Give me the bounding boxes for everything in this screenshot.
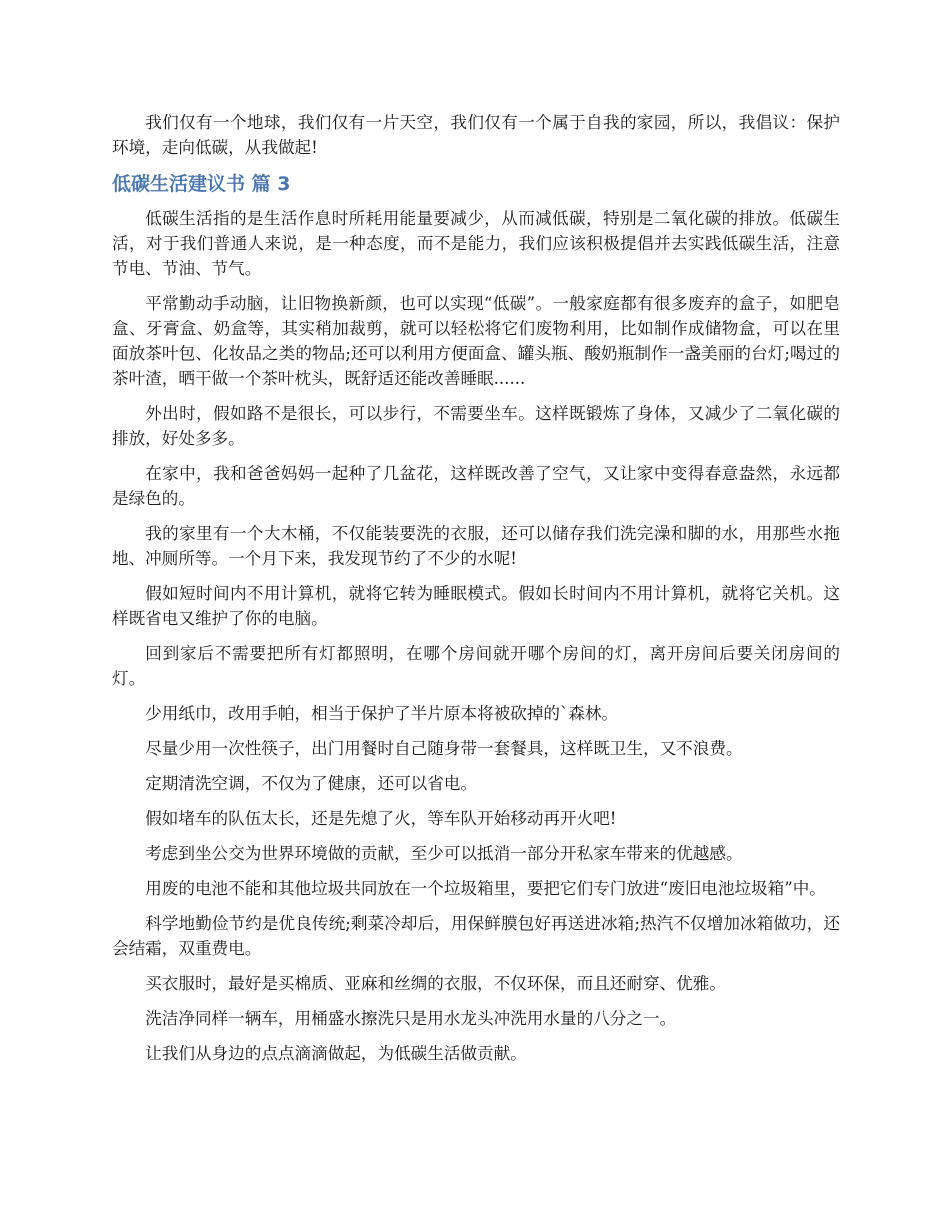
section-heading: 低碳生活建议书 篇 3 bbox=[112, 173, 291, 195]
paragraph-17: 让我们从身边的点点滴滴做起，为低碳生活做贡献。 bbox=[145, 1044, 527, 1063]
paragraph-7: 回到家后不需要把所有灯都照明，在哪个房间就开哪个房间的灯，离开房间后要关闭房间的灯。 bbox=[112, 644, 840, 688]
paragraph-6: 假如短时间内不用计算机，就将它转为睡眠模式。假如长时间内不用计算机，就将它关机。这样既省电又维护了你的电脑。 bbox=[112, 584, 840, 628]
paragraph-13: 用废的电池不能和其他垃圾共同放在一个垃圾箱里，要把它们专门放进“废旧电池垃圾箱”中。 bbox=[145, 879, 826, 898]
paragraph-14: 科学地勤俭节约是优良传统;剩菜冷却后，用保鲜膜包好再送进冰箱;热汽不仅增加冰箱做功，还会结霜，双重费电。 bbox=[112, 914, 840, 958]
paragraph-5: 我的家里有一个大木桶，不仅能装要洗的衣服，还可以储存我们洗完澡和脚的水，用那些水拖地、冲厕所等。一个月下来，我发现节约了不少的水呢! bbox=[112, 524, 840, 568]
intro-paragraph: 我们仅有一个地球，我们仅有一片天空，我们仅有一个属于自我的家园，所以，我倡议：保护环境，走向低碳，从我做起! bbox=[112, 113, 840, 157]
paragraph-4: 在家中，我和爸爸妈妈一起种了几盆花，这样既改善了空气，又让家中变得春意盎然，永远都是绿色的。 bbox=[112, 464, 840, 508]
paragraph-2: 平常勤动手动脑，让旧物换新颜，也可以实现“低碳”。一般家庭都有很多废弃的盒子，如肥皂盒、牙膏盒、奶盒等，其实稍加裁剪，就可以轻松将它们废物利用，比如制作成储物盒，可以在里面放茶叶包、化妆品之类的物品;还可以利用方便面盒、罐头瓶、酸奶瓶制作一盏美丽的台灯;喝过的茶叶渣，晒干做一个茶叶枕头，既舒适还能改善睡眠...... bbox=[112, 294, 840, 388]
paragraph-10: 定期清洗空调，不仅为了健康，还可以省电。 bbox=[145, 774, 478, 793]
paragraph-16: 洗洁净同样一辆车，用桶盛水擦洗只是用水龙头冲洗用水量的八分之一。 bbox=[145, 1009, 677, 1028]
paragraph-15: 买衣服时，最好是买棉质、亚麻和丝绸的衣服，不仅环保，而且还耐穿、优雅。 bbox=[145, 974, 726, 993]
paragraph-9: 尽量少用一次性筷子，出门用餐时自己随身带一套餐具，这样既卫生，又不浪费。 bbox=[145, 739, 743, 758]
paragraph-1: 低碳生活指的是生活作息时所耗用能量要减少，从而减低碳，特别是二氧化碳的排放。低碳生活，对于我们普通人来说，是一种态度，而不是能力，我们应该积极提倡并去实践低碳生活，注意节电、节油、节气。 bbox=[112, 209, 840, 278]
paragraph-12: 考虑到坐公交为世界环境做的贡献，至少可以抵消一部分开私家车带来的优越感。 bbox=[145, 844, 743, 863]
paragraph-8: 少用纸巾，改用手帕，相当于保护了半片原本将被砍掉的`森林。 bbox=[145, 704, 619, 723]
paragraph-11: 假如堵车的队伍太长，还是先熄了火，等车队开始移动再开火吧! bbox=[145, 809, 617, 828]
document-page bbox=[112, 110, 840, 1076]
paragraph-3: 外出时，假如路不是很长，可以步行，不需要坐车。这样既锻炼了身体，又减少了二氧化碳的排放，好处多多。 bbox=[112, 404, 840, 448]
